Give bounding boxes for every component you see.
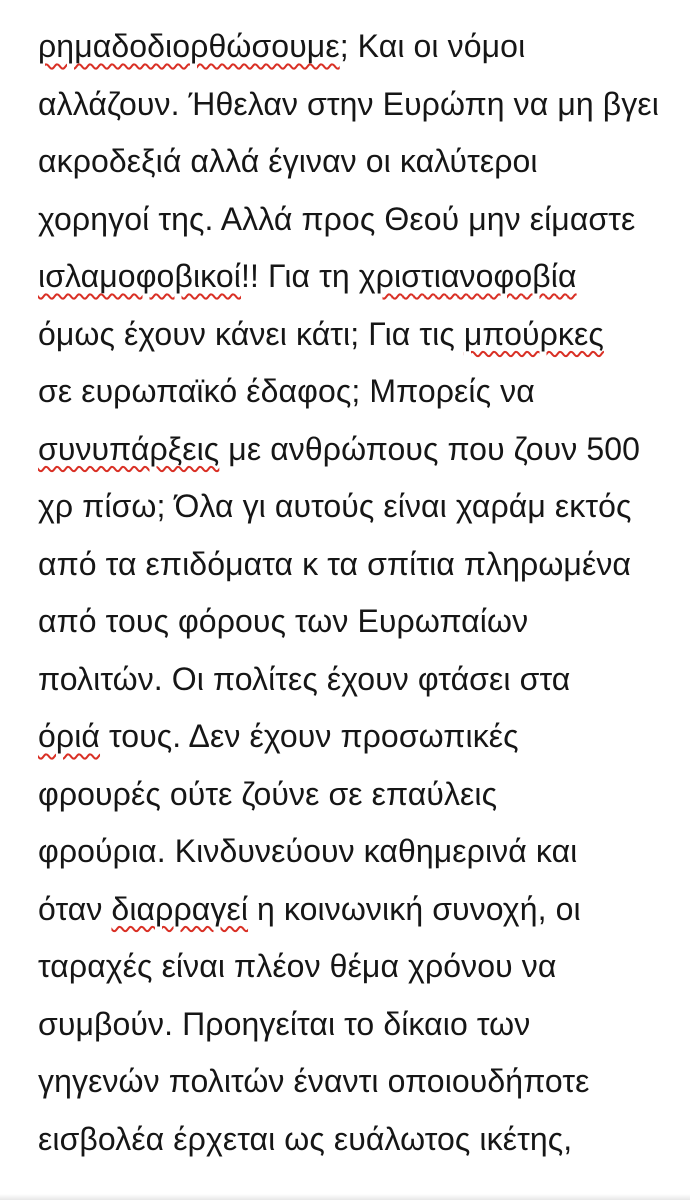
text-segment: από τους φόρους των Ευρωπαίων	[38, 603, 529, 639]
bottom-edge-divider	[0, 1194, 690, 1200]
misspelled-word[interactable]: ρημαδοδιορθώσουμε	[38, 28, 340, 64]
text-segment: φρούρια. Κινδυνεύουν καθημερινά και	[38, 833, 578, 869]
text-line	[38, 1111, 688, 1169]
text-line	[38, 133, 688, 191]
text-segment: συμβούν. Προηγείται το δίκαιο των	[38, 1005, 531, 1042]
text-line	[38, 938, 688, 996]
text-line	[38, 478, 688, 536]
text-line	[38, 76, 688, 134]
misspelled-word[interactable]: διαρραγεί	[111, 890, 249, 927]
text-line	[38, 248, 688, 306]
text-segment: !! Για τη	[241, 258, 359, 294]
text-line	[38, 363, 688, 421]
text-line	[38, 996, 688, 1054]
misspelled-word[interactable]: όριά	[38, 718, 101, 754]
post-text-body[interactable]	[38, 18, 688, 1168]
text-segment: η κοινωνική συνοχή, οι	[248, 890, 581, 927]
text-line	[38, 593, 688, 651]
text-segment: σε ευρωπαϊκό έδαφος; Μπορείς να	[38, 373, 535, 409]
text-line	[38, 18, 688, 76]
text-segment: ; Και οι νόμοι	[339, 28, 526, 64]
text-line	[38, 191, 688, 249]
text-line	[38, 1053, 688, 1111]
text-segment: αλλάζουν. Ήθελαν στην Ευρώπη να μη βγει	[38, 85, 659, 122]
misspelled-word[interactable]: μπούρκες	[463, 315, 604, 352]
misspelled-word[interactable]: συνυπάρξεις	[38, 430, 220, 467]
misspelled-word[interactable]: χριστιανοφοβία	[358, 258, 577, 294]
text-segment: από τα επιδόματα κ τα σπίτια πληρωμένα	[38, 545, 632, 582]
text-segment: γηγενών πολιτών έναντι οποιουδήποτε	[38, 1063, 590, 1099]
text-segment: ακροδεξιά αλλά έγιναν οι καλύτεροι	[38, 143, 538, 179]
text-segment: με ανθρώπους που ζουν 500	[219, 430, 641, 467]
text-segment: όμως έχουν κάνει κάτι; Για τις	[38, 315, 464, 352]
text-line	[38, 536, 688, 594]
text-line	[38, 881, 688, 939]
text-line	[38, 708, 688, 766]
text-line	[38, 823, 688, 881]
text-segment: εισβολέα έρχεται ως ευάλωτος ικέτης,	[38, 1120, 573, 1157]
text-segment: πολιτών. Οι πολίτες έχουν φτάσει στα	[38, 660, 571, 697]
text-line	[38, 306, 688, 364]
text-segment: τους. Δεν έχουν προσωπικές	[100, 718, 519, 754]
text-line	[38, 766, 688, 824]
text-segment: χορηγοί της. Αλλά προς Θεού μην είμαστε	[38, 200, 636, 237]
text-segment: φρουρές ούτε ζούνε σε επαύλεις	[38, 775, 498, 812]
misspelled-word[interactable]: ισλαμοφοβικοί	[38, 258, 241, 294]
text-line	[38, 421, 688, 479]
text-segment: ταραχές είναι πλέον θέμα χρόνου να	[38, 948, 557, 984]
text-segment: χρ πίσω; Όλα γι αυτούς είναι χαράμ εκτός	[38, 488, 632, 524]
text-line	[38, 651, 688, 709]
text-segment: όταν	[38, 890, 112, 927]
